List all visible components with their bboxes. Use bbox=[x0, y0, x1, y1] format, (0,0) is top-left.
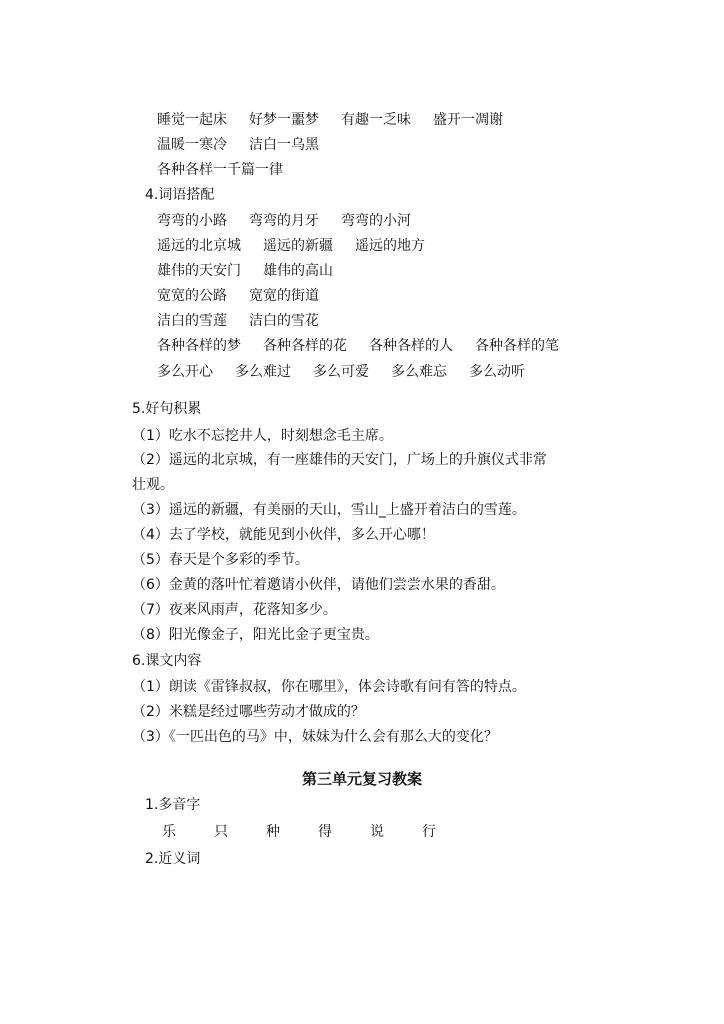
section-6-heading: 6.课文内容 bbox=[132, 653, 202, 669]
antonym-row-2 bbox=[157, 136, 319, 154]
collocation-phrase: 各种各样的梦 bbox=[157, 338, 241, 354]
sentence-line: （6）金黄的落叶忙着邀请小伙伴，请他们尝尝水果的香甜。 bbox=[132, 577, 505, 593]
collocation-phrase: 遥远的新疆 bbox=[263, 238, 333, 254]
collocation-phrase: 各种各样的笔 bbox=[475, 338, 559, 354]
unit-3-title: 第三单元复习教案 bbox=[301, 770, 422, 788]
collocation-row-6 bbox=[157, 337, 559, 355]
collocation-phrase: 多么可爱 bbox=[313, 364, 369, 380]
collocation-phrase: 宽宽的公路 bbox=[157, 288, 227, 304]
antonym-pair: 温暖一寒冷 bbox=[157, 137, 227, 153]
collocation-phrase: 遥远的北京城 bbox=[157, 238, 241, 254]
sentence-line: （5）春天是个多彩的季节。 bbox=[132, 552, 309, 568]
antonym-pair: 各种各样一千篇一律 bbox=[157, 162, 283, 178]
collocation-phrase: 弯弯的月牙 bbox=[249, 213, 319, 229]
sentence-line: （8）阳光像金子，阳光比金子更宝贵。 bbox=[132, 627, 379, 643]
collocation-row-5 bbox=[157, 312, 319, 330]
polyphone-char: 得 bbox=[318, 824, 332, 840]
antonym-row-1 bbox=[157, 111, 503, 129]
section-5-heading: 5.好句积累 bbox=[132, 401, 202, 417]
synonym-heading: 2.近义词 bbox=[145, 851, 201, 867]
collocation-phrase: 多么开心 bbox=[157, 364, 213, 380]
sentence-line: （2）遥远的北京城，有一座雄伟的天安门，广场上的升旗仪式非常 bbox=[132, 452, 547, 468]
collocation-phrase: 各种各样的人 bbox=[369, 338, 453, 354]
antonym-pair: 睡觉一起床 bbox=[157, 112, 227, 128]
collocation-phrase: 弯弯的小河 bbox=[341, 213, 411, 229]
collocation-phrase: 多么难忘 bbox=[391, 364, 447, 380]
polyphone-char: 说 bbox=[370, 824, 384, 840]
collocation-phrase: 各种各样的花 bbox=[263, 338, 347, 354]
collocation-phrase: 雄伟的天安门 bbox=[157, 263, 241, 279]
antonym-row-3 bbox=[157, 161, 283, 179]
antonym-pair: 好梦一噩梦 bbox=[249, 112, 319, 128]
lesson-question: （3）《一匹出色的马》中，妹妹为什么会有那么大的变化？ bbox=[132, 729, 498, 745]
collocation-phrase: 多么难过 bbox=[235, 364, 291, 380]
polyphone-heading: 1.多音字 bbox=[145, 797, 201, 813]
collocation-row-4 bbox=[157, 287, 319, 305]
collocation-phrase: 洁白的雪花 bbox=[249, 313, 319, 329]
collocation-phrase: 洁白的雪莲 bbox=[157, 313, 227, 329]
lesson-question: （2）米糕是经过哪些劳动才做成的？ bbox=[132, 704, 365, 720]
collocation-row-2 bbox=[157, 237, 425, 255]
sentence-line: 壮观。 bbox=[132, 477, 174, 493]
polyphone-char: 乐 bbox=[162, 824, 176, 840]
collocation-row-1 bbox=[157, 212, 411, 230]
collocation-phrase: 弯弯的小路 bbox=[157, 213, 227, 229]
collocation-row-7 bbox=[157, 363, 525, 381]
polyphone-char: 种 bbox=[266, 824, 280, 840]
antonym-pair: 有趣一乏味 bbox=[341, 112, 411, 128]
antonym-pair: 盛开一凋谢 bbox=[433, 112, 503, 128]
polyphone-char: 只 bbox=[214, 824, 228, 840]
sentence-line: （1）吃水不忘挖井人，时刻想念毛主席。 bbox=[132, 428, 393, 444]
collocation-phrase: 遥远的地方 bbox=[355, 238, 425, 254]
collocation-phrase: 多么动听 bbox=[469, 364, 525, 380]
antonym-pair: 洁白一乌黑 bbox=[249, 137, 319, 153]
sentence-line: （4）去了学校，就能见到小伙伴，多么开心哪！ bbox=[132, 527, 435, 543]
lesson-question: （1）朗读《雷锋叔叔，你在哪里》，体会诗歌有问有答的特点。 bbox=[132, 679, 526, 695]
collocation-phrase: 宽宽的街道 bbox=[249, 288, 319, 304]
sentence-line: （3）遥远的新疆，有美丽的天山，雪山_上盛开着洁白的雪莲。 bbox=[132, 502, 526, 518]
section-4-heading: 4.词语搭配 bbox=[145, 187, 215, 203]
sentence-line: （7）夜来风雨声，花落知多少。 bbox=[132, 602, 337, 618]
polyphone-char: 行 bbox=[422, 824, 436, 840]
polyphone-chars bbox=[162, 823, 474, 841]
collocation-phrase: 雄伟的高山 bbox=[263, 263, 333, 279]
collocation-row-3 bbox=[157, 262, 333, 280]
